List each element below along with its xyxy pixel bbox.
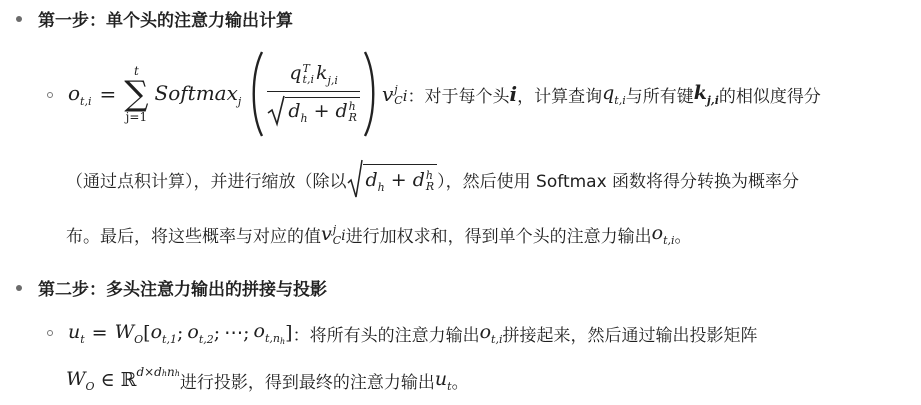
formula-v: v j C i	[381, 81, 408, 108]
step1-desc-2: ，计算查询	[517, 86, 603, 107]
step2-formula-line	[68, 316, 757, 350]
var-q: $q_{t,i}$	[602, 81, 626, 107]
bullet-step2	[16, 285, 22, 291]
var-u: $u_t$	[68, 320, 85, 346]
formula-eq: =	[99, 82, 117, 106]
line3-end: 。	[674, 226, 692, 247]
line2-text-a: （通过点积计算），并进行缩放（除以	[66, 171, 347, 192]
formula-sum	[124, 65, 148, 123]
formula-fraction	[267, 62, 360, 127]
sum-upper: t	[133, 64, 139, 78]
step2-eq: =	[91, 322, 108, 344]
paren-left	[249, 50, 265, 138]
bracket-open: [	[143, 322, 151, 344]
dots: ⋯	[224, 322, 244, 344]
paren-right	[362, 50, 378, 138]
line2-W: $W_O$	[66, 367, 95, 393]
var-W: $W_O$	[114, 320, 144, 346]
line2-text-b: ），然后使用 Softmax 函数将得分转换为概率分	[437, 171, 800, 192]
step1-desc-4: 的相似度得分	[718, 86, 821, 107]
real-set: ℝ	[120, 369, 137, 391]
line3-v: v j C i	[321, 222, 346, 247]
line2-u: $u_t$	[434, 367, 452, 393]
step1-desc-3: 与所有键	[625, 86, 694, 107]
formula-lhs: $o_{t,i}$	[68, 80, 92, 108]
sep-3: ;	[243, 322, 250, 344]
sqrt-sign	[267, 95, 285, 127]
exponent: d×dhnh	[136, 365, 180, 379]
step1-line3	[66, 214, 692, 254]
element-of: ∈	[100, 369, 115, 391]
var-o2: $o_{t,2}$	[187, 320, 214, 346]
sep-1: ;	[176, 322, 184, 344]
var-k: $k_{j,i}$	[693, 81, 719, 107]
bracket-close: ]	[285, 322, 293, 344]
sub-bullet-step1	[47, 92, 53, 98]
line3-text-b: 进行加权求和，得到单个头的注意力输出	[345, 226, 652, 247]
sqrt-sign-inline	[347, 159, 363, 199]
formula-func: Softmax$_j$	[154, 80, 242, 108]
step1-title: 第一步：单个头的注意力输出计算	[38, 11, 293, 31]
sep-2: ;	[213, 322, 221, 344]
line3-text-a: 布。最后，将这些概率与对应的值	[66, 226, 321, 247]
fraction-denominator: $d_h + d$ h R	[267, 92, 360, 127]
line2-end: 。	[451, 372, 469, 393]
var-o: $o_{t,i}$	[479, 320, 503, 346]
step1-desc-1: ：对于每个头	[407, 86, 510, 107]
var-i: i	[509, 82, 518, 106]
sum-symbol: ∑	[124, 74, 149, 114]
step1-line2	[66, 157, 799, 201]
step2-title: 第二步：多头注意力输出的拼接与投影	[38, 280, 327, 300]
var-o1: $o_{t,1}$	[150, 320, 177, 346]
step2-desc-2: 拼接起来，然后通过输出投影矩阵	[502, 325, 758, 346]
bullet-step1	[16, 16, 22, 22]
sum-lower: j=1	[125, 110, 148, 124]
step1-formula-line	[68, 48, 821, 140]
line3-o: $o_{t,i}$	[651, 221, 675, 247]
step2-line2	[66, 362, 469, 398]
sub-bullet-step2	[47, 330, 53, 336]
sqrt-content-inline: $d_h + d$ h R	[363, 164, 438, 194]
step2-desc-3: 进行投影，得到最终的注意力输出	[179, 372, 435, 393]
var-on: $o_{t,nh}$	[253, 320, 286, 346]
step2-desc-1: ：将所有头的注意力输出	[292, 325, 480, 346]
fraction-numerator: q T t,i $k_{j,i}$	[289, 61, 338, 87]
